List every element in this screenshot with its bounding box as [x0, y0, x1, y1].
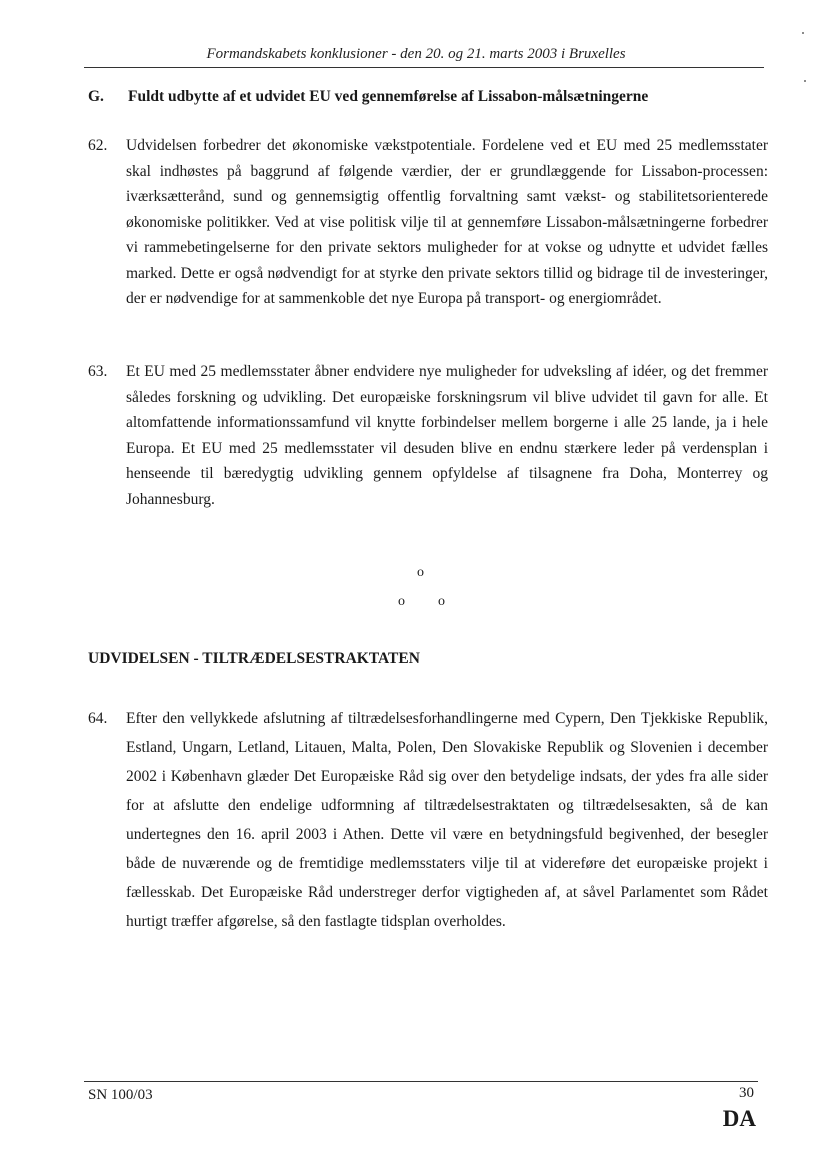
header-rule [84, 67, 764, 68]
paragraph-64 [88, 704, 768, 936]
paragraph-text: Et EU med 25 medlemsstater åbner endvidere nye muligheder for udveksling af idéer, og det fremmer således forskning og udvikling. Det europæiske forskningsrum vil blive udvidet til gavn for alle. Et altomfattende informationssamfund vil knytte forbindelser mellem borgerne i alle 25 lande, ja i hele Europa. Et EU med 25 medlemsstater vil desuden blive en endnu stærkere leder på verdensplan i henseende til bæredygtig udvikling gennem opfyldelse af tilsagnene fra Doha, Monterrey og Johannesburg. [126, 363, 768, 508]
footer-rule [84, 1081, 758, 1082]
footer-page-number: 30 [739, 1085, 754, 1101]
section-udv-heading: UDVIDELSEN - TILTRÆDELSESTRAKTATEN [88, 650, 420, 667]
scan-speck [804, 80, 806, 82]
separator-right-circle: o [438, 594, 445, 609]
section-g-heading [88, 88, 648, 106]
separator-left-circle: o [398, 594, 405, 609]
paragraph-number: 63. [88, 363, 108, 380]
footer-language-code: DA [722, 1106, 756, 1131]
page-header-title: Formandskabets konklusioner - den 20. og 21. marts 2003 i Bruxelles [206, 46, 626, 62]
scan-speck [802, 32, 804, 34]
paragraph-63 [88, 359, 768, 512]
paragraph-text: Efter den vellykkede afslutning af tiltrædelsesforhandlingerne med Cypern, Den Tjekkiske Republik, Estland, Ungarn, Letland, Litauen, Malta, Polen, Den Slovakiske Republik og Slovenien i december 2002 i København glæder Det Europæiske Råd sig over den betydelige indsats, der ydes fra alle sider for at afslutte den endelige udformning af tiltrædelsestraktaten og tiltrædelsesakten, så de kan undertegnes den 16. april 2003 i Athen. Dette vil være en betydningsfuld begivenhed, der besegler både de nuværende og de fremtidige medlemsstaters vilje til at videreføre det europæiske projekt i fællesskab. Det Europæiske Råd understreger derfor vigtigheden af, at såvel Parlamentet som Rådet hurtigt træffer afgørelse, så den fastlagte tidsplan overholdes. [126, 710, 768, 930]
paragraph-62 [88, 133, 768, 312]
separator-top-circle: o [417, 565, 424, 580]
footer-doc-ref: SN 100/03 [88, 1087, 153, 1103]
section-g-title: Fuldt udbytte af et udvidet EU ved gennemførelse af Lissabon-målsætningerne [128, 88, 649, 105]
paragraph-number: 62. [88, 137, 108, 154]
paragraph-text: Udvidelsen forbedrer det økonomiske vækstpotentiale. Fordelene ved et EU med 25 medlemsstater skal indhøstes på baggrund af følgende værdier, der er grundlæggende for Lissabon-processen: iværksætterånd, sund og gennemsigtig offentlig forvaltning samt vækst- og stabilitetsorienterede økonomiske politikker. Ved at vise politisk vilje til at gennemføre Lissabon-målsætningerne forbedrer vi rammebetingelserne for den private sektors muligheder for at vokse og udnytte et udvidet fælles marked. Dette er også nødvendigt for at styrke den private sektors tillid og bidrage til de investeringer, der er nødvendige for at sammenkoble det nye Europa på transport- og energiområdet. [126, 137, 768, 307]
paragraph-number: 64. [88, 710, 108, 727]
section-g-letter: G. [88, 88, 104, 105]
